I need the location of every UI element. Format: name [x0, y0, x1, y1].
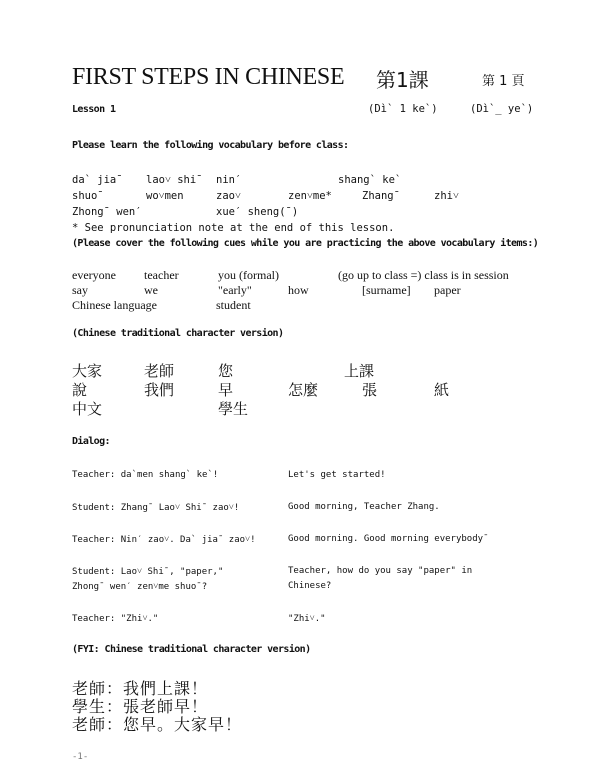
fyi-line: 老師：您早。大家早！	[72, 715, 243, 734]
cue-cell: everyone	[72, 268, 116, 282]
vocab-cell: nin′	[216, 174, 242, 186]
char-cell: 怎麼	[288, 381, 319, 399]
vocab-cell: xue′ sheng(¯)	[216, 206, 299, 218]
cue-cell: teacher	[144, 268, 179, 282]
cue-cell: you (formal)	[218, 268, 279, 282]
dialog-translation: Let's get started!	[288, 470, 386, 480]
dialog-line: Zhong¯ wen′ zen˅me shuo¯?	[72, 582, 208, 592]
vocab-cell: Zhong¯ wen′	[72, 206, 142, 218]
page-pinyin: (Dì`_ ye`)	[470, 103, 534, 115]
vocab-cell: shang` ke`	[338, 174, 402, 186]
pronunciation-note: * See pronunciation note at the end of this lesson.	[72, 222, 395, 234]
char-cell: 學生	[218, 400, 249, 418]
cue-cell: how	[288, 283, 309, 297]
char-cell: 早	[218, 381, 234, 399]
char-cell: 大家	[72, 362, 103, 380]
dialog-translation: "Zhi˅."	[288, 614, 326, 624]
dialog-translation: Chinese?	[288, 581, 332, 591]
vocab-cell: shuo¯	[72, 190, 104, 202]
cue-cell: [surname]	[362, 283, 411, 297]
page-number-label: 第 1 頁	[482, 74, 525, 89]
lesson-pinyin: (Dì` 1 ke`)	[368, 103, 438, 115]
dialog-line: Teacher: "Zhi˅."	[72, 614, 159, 624]
char-cell: 中文	[72, 400, 103, 418]
char-cell: 您	[218, 362, 234, 380]
dialog-line: Student: Zhang¯ Lao˅ Shi¯ zao˅!	[72, 503, 240, 513]
vocab-cell: da` jia¯	[72, 174, 123, 186]
traditional-heading: (Chinese traditional character version)	[72, 328, 284, 339]
vocab-heading: Please learn the following vocabulary before class:	[72, 140, 349, 151]
vocab-cell: zhi˅	[434, 190, 459, 202]
vocab-cell: zao˅	[216, 190, 241, 202]
char-cell: 張	[362, 381, 378, 399]
cue-cell: (go up to class =) class is in session	[338, 268, 509, 282]
char-cell: 我們	[144, 381, 175, 399]
lesson-label: Lesson 1	[72, 104, 116, 115]
page-title-chinese: 第1課	[376, 68, 429, 92]
vocab-cell: Zhang¯	[362, 190, 400, 202]
vocab-cell: zen˅me*	[288, 190, 332, 202]
dialog-line: Student: Lao˅ Shi¯, "paper,"	[72, 567, 224, 577]
vocab-cell: wo˅men	[146, 190, 184, 202]
page-footer-mark: -1-	[72, 752, 89, 762]
cue-cell: say	[72, 283, 88, 297]
cue-cell: Chinese language	[72, 298, 157, 312]
dialog-line: Teacher: da`men shang` ke`!	[72, 470, 219, 480]
dialog-heading: Dialog:	[72, 436, 110, 447]
char-cell: 說	[72, 381, 88, 399]
dialog-translation: Good morning, Teacher Zhang.	[288, 502, 440, 512]
cue-cell: we	[144, 283, 158, 297]
dialog-translation: Good morning. Good morning everybody¯	[288, 534, 489, 544]
vocab-cell: lao˅ shi¯	[146, 174, 203, 186]
fyi-line: 老師：我們上課！	[72, 679, 209, 698]
char-cell: 上課	[344, 362, 375, 380]
cue-cell: "early"	[218, 283, 252, 297]
dialog-translation: Teacher, how do you say "paper" in	[288, 566, 473, 576]
cue-cell: student	[216, 298, 251, 312]
fyi-heading: (FYI: Chinese traditional character version)	[72, 644, 311, 655]
char-cell: 紙	[434, 381, 450, 399]
fyi-line: 學生：張老師早！	[72, 697, 209, 716]
page-title: FIRST STEPS IN CHINESE	[72, 64, 345, 90]
cue-cell: paper	[434, 283, 461, 297]
char-cell: 老師	[144, 362, 175, 380]
dialog-line: Teacher: Nin′ zao˅. Da` jia¯ zao˅!	[72, 535, 256, 545]
cues-heading: (Please cover the following cues while you are practicing the above vocabulary items:)	[72, 238, 539, 249]
